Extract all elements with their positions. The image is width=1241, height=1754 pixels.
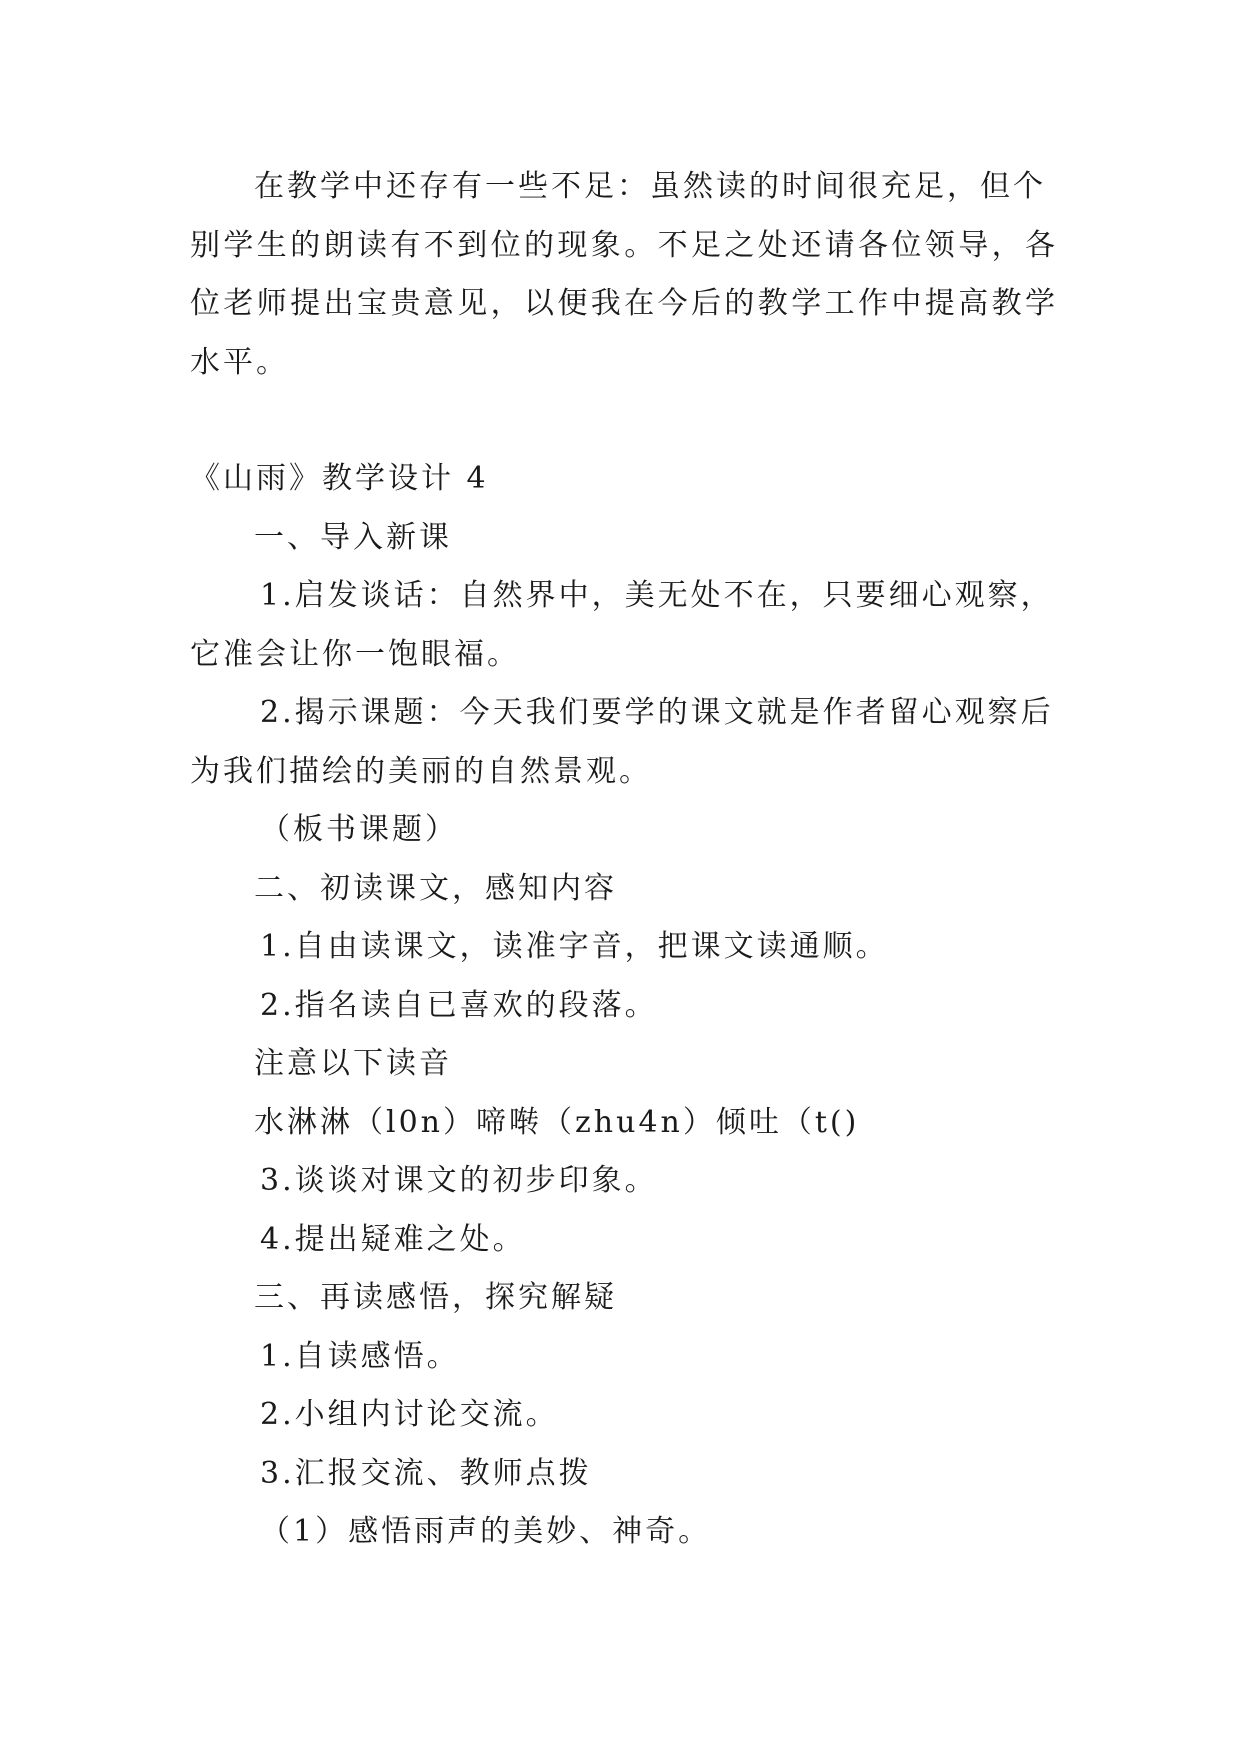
text-line: 1.启发谈话：自然界中，美无处不在，只要细心观察， [260, 578, 1054, 613]
heading-line: 二、初读课文，感知内容 [254, 870, 617, 906]
text-line: 2.指名读自已喜欢的段落。 [260, 987, 658, 1023]
text-line: 3.谈谈对课文的初步印象。 [260, 1163, 658, 1198]
paragraph-line: 水平。 [190, 344, 289, 380]
text-line: 1.自由读课文，读准字音，把课文读通顺。 [260, 929, 889, 964]
paragraph-line: 别学生的朗读有不到位的现象。不足之处还请各位领导，各 [190, 227, 1059, 263]
paragraph-line: 在教学中还存有一些不足：虽然读的时间很充足，但个 [254, 169, 1046, 204]
text-line: 它准会让你一饱眼福。 [190, 636, 520, 672]
heading-line: 一、导入新课 [254, 519, 452, 555]
text-line: 1.自读感悟。 [260, 1338, 460, 1374]
text-line: 4.提出疑难之处。 [260, 1221, 526, 1257]
document-body [190, 158, 1060, 1562]
text-line: 2.揭示课题：今天我们要学的课文就是作者留心观察后 [260, 695, 1054, 730]
text-line: 注意以下读音 [254, 1046, 452, 1081]
heading-line: 三、再读感悟，探究解疑 [254, 1280, 617, 1315]
paragraph-line: 位老师提出宝贵意见，以便我在今后的教学工作中提高教学 [190, 286, 1059, 321]
text-line: （1）感悟雨声的美妙、神奇。 [260, 1514, 712, 1549]
pronunciation-line: 水淋淋（l0n）啼啭（zhu4n）倾吐（t() [254, 1104, 860, 1140]
section-title: 《山雨》教学设计 4 [190, 461, 489, 496]
text-line: 2.小组内讨论交流。 [260, 1397, 559, 1432]
spacer [190, 392, 1060, 450]
text-line: 为我们描绘的美丽的自然景观。 [190, 753, 652, 789]
text-line: （板书课题） [260, 812, 458, 847]
text-line: 3.汇报交流、教师点拨 [260, 1455, 592, 1491]
